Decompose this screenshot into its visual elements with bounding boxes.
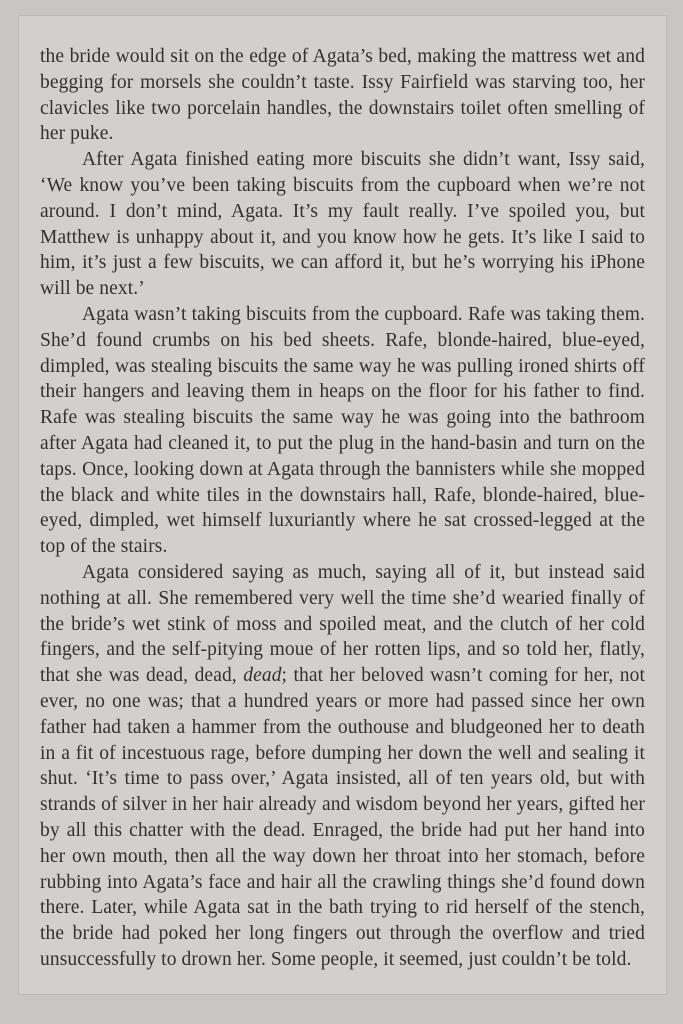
book-page[interactable] [18, 15, 667, 995]
text-run: Agata wasn’t taking biscuits from the cupboard. Rafe was taking them. She’d found crumbs on his bed sheets. Rafe, blonde-haired, blue-eyed, dimpled, was stealing biscuits the same way he was pulling ironed shirts off their hangers and leaving them in heaps on the floor for his father to find. Rafe was stealing biscuits the same way he was going into the bathroom after Agata had cleaned it, to put the plug in the hand-basin and turn on the taps. Once, looking down at Agata through the bannisters while she mopped the black and white tiles in the downstairs hall, Rafe, blonde-haired, blue-eyed, dimpled, wet himself luxuriantly where he sat crossed-legged at the top of the stairs. [40, 303, 645, 558]
text-run: ; that her beloved wasn’t coming for her, not ever, no one was; that a hundred years or more had passed since her own father had taken a hammer from the outhouse and bludgeoned her to death in a fit of incestuous rage, before dumping her down the well and sealing it shut. ‘It’s time to pass over,’ Agata insisted, all of ten years old, but with strands of silver in her hair already and wisdom beyond her years, gifted her by all this chatter with the dead. Enraged, the bride had put her hand into her own mouth, then all the way down her throat into her stomach, before rubbing into Agata’s face and hair all the crawling things she’d found down there. Later, while Agata sat in the bath trying to rid herself of the stench, the bride had poked her long fingers out through the overflow and tried unsuccessfully to drown her. Some people, it seemed, just couldn’t be told. [40, 665, 645, 970]
paragraph [40, 302, 645, 560]
text-run: After Agata finished eating more biscuits she didn’t want, Issy said, ‘We know you’ve been taking biscuits from the cupboard when we’re not around. I don’t mind, Agata. It’s my fault really. I’ve spoiled you, but Matthew is unhappy about it, and you know how he gets. It’s like I said to him, it’s just a few biscuits, we can afford it, but he’s worrying his iPhone will be next.’ [40, 149, 645, 300]
paragraph [40, 147, 645, 302]
paragraph [40, 560, 645, 973]
italic-text-run: dead [243, 665, 282, 687]
paragraph [40, 44, 645, 147]
text-run: the bride would sit on the edge of Agata’s bed, making the mattress wet and begging for morsels she couldn’t taste. Issy Fairfield was starving too, her clavicles like two porcelain handles, the downstairs toilet often smelling of her puke. [40, 46, 645, 145]
text-run: Agata considered saying as much, saying all of it, but instead said nothing at all. She remembered very well the time she’d wearied finally of the bride’s wet stink of moss and spoiled meat, and the clutch of her cold fingers, and the self-pitying moue of her rotten lips, and so told her, flatly, that she was dead, dead, [40, 561, 645, 687]
page-text [19, 16, 666, 993]
